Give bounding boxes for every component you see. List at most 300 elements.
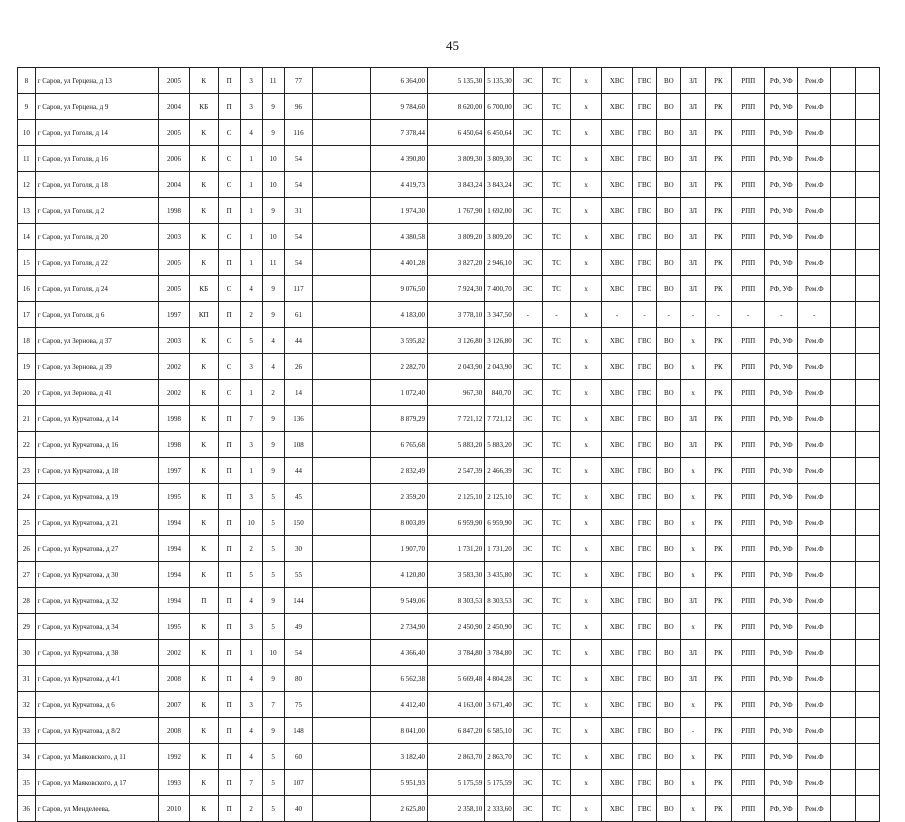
- cell-year: 1994: [159, 588, 190, 614]
- cell-u8: РК: [705, 380, 731, 406]
- cell-u3: х: [571, 120, 602, 146]
- cell-c1: К: [189, 120, 218, 146]
- cell-c3: 10: [240, 510, 262, 536]
- cell-u7: х: [681, 536, 705, 562]
- cell-c4: 9: [262, 276, 284, 302]
- empty-cell: [831, 276, 855, 302]
- empty-cell: [313, 146, 370, 172]
- cell-u9: РПП: [732, 614, 765, 640]
- cell-n: 26: [18, 536, 36, 562]
- cell-u12: Рем.Ф: [798, 692, 831, 718]
- cell-c5: 96: [284, 94, 313, 120]
- empty-cell: [313, 276, 370, 302]
- cell-u4: ХВС: [602, 354, 633, 380]
- table-row: [18, 302, 880, 328]
- cell-n: 8: [18, 68, 36, 94]
- cell-v1: 1 907,70: [370, 536, 427, 562]
- table-row: [18, 718, 880, 744]
- cell-u10: РФ, УФ: [765, 510, 798, 536]
- cell-u10: РФ, УФ: [765, 328, 798, 354]
- cell-u2: -: [542, 302, 571, 328]
- cell-c4: 7: [262, 692, 284, 718]
- cell-u4: ХВС: [602, 640, 633, 666]
- cell-c1: К: [189, 198, 218, 224]
- cell-u5: ГВС: [632, 328, 656, 354]
- cell-u8: РК: [705, 536, 731, 562]
- cell-addr: г Саров, ул Курчатова, д 18: [35, 458, 158, 484]
- empty-cell: [313, 536, 370, 562]
- cell-v1: 2 282,70: [370, 354, 427, 380]
- empty-cell: [313, 796, 370, 822]
- cell-u3: х: [571, 588, 602, 614]
- cell-year: 2005: [159, 120, 190, 146]
- cell-v1: 4 390,80: [370, 146, 427, 172]
- cell-u2: ТС: [542, 588, 571, 614]
- cell-u10: РФ, УФ: [765, 198, 798, 224]
- table-row: [18, 276, 880, 302]
- cell-v3: 6 450,64: [485, 120, 514, 146]
- cell-c3: 2: [240, 536, 262, 562]
- cell-c1: К: [189, 692, 218, 718]
- cell-u5: ГВС: [632, 68, 656, 94]
- cell-addr: г Саров, ул Курчатова, д 27: [35, 536, 158, 562]
- empty-cell: [855, 380, 879, 406]
- empty-cell: [855, 302, 879, 328]
- cell-year: 2007: [159, 692, 190, 718]
- cell-c5: 44: [284, 458, 313, 484]
- cell-u4: ХВС: [602, 744, 633, 770]
- cell-v1: 4 120,80: [370, 562, 427, 588]
- cell-u10: РФ, УФ: [765, 614, 798, 640]
- empty-cell: [313, 718, 370, 744]
- empty-cell: [831, 198, 855, 224]
- cell-u2: ТС: [542, 120, 571, 146]
- cell-c5: 55: [284, 562, 313, 588]
- cell-u5: ГВС: [632, 120, 656, 146]
- cell-addr: г Саров, ул Герцена, д 9: [35, 94, 158, 120]
- cell-u10: РФ, УФ: [765, 380, 798, 406]
- cell-v2: 1 731,20: [427, 536, 484, 562]
- cell-u9: РПП: [732, 328, 765, 354]
- cell-c4: 5: [262, 744, 284, 770]
- cell-u2: ТС: [542, 770, 571, 796]
- cell-u5: ГВС: [632, 172, 656, 198]
- cell-u9: РПП: [732, 562, 765, 588]
- cell-u10: РФ, УФ: [765, 796, 798, 822]
- cell-u12: Рем.Ф: [798, 588, 831, 614]
- cell-v2: 3 809,30: [427, 146, 484, 172]
- cell-u9: РПП: [732, 146, 765, 172]
- cell-v1: 8 003,89: [370, 510, 427, 536]
- cell-v3: 3 671,40: [485, 692, 514, 718]
- cell-u9: РПП: [732, 770, 765, 796]
- cell-u8: РК: [705, 640, 731, 666]
- cell-v1: 6 765,68: [370, 432, 427, 458]
- cell-year: 2005: [159, 68, 190, 94]
- cell-u1: ЭС: [513, 250, 542, 276]
- cell-u5: ГВС: [632, 146, 656, 172]
- cell-v1: 4 183,00: [370, 302, 427, 328]
- cell-v1: 6 562,38: [370, 666, 427, 692]
- cell-c3: 3: [240, 94, 262, 120]
- cell-v2: 1 767,90: [427, 198, 484, 224]
- cell-u5: ГВС: [632, 406, 656, 432]
- cell-u3: х: [571, 328, 602, 354]
- empty-cell: [855, 432, 879, 458]
- empty-cell: [831, 432, 855, 458]
- table-row: [18, 354, 880, 380]
- cell-u10: РФ, УФ: [765, 484, 798, 510]
- cell-c2: П: [218, 718, 240, 744]
- cell-u5: ГВС: [632, 536, 656, 562]
- table-row: [18, 692, 880, 718]
- cell-c3: 1: [240, 146, 262, 172]
- cell-v1: 8 041,00: [370, 718, 427, 744]
- cell-n: 29: [18, 614, 36, 640]
- cell-u2: ТС: [542, 68, 571, 94]
- cell-year: 1995: [159, 484, 190, 510]
- cell-addr: г Саров, ул Курчатова, д 6: [35, 692, 158, 718]
- cell-u10: РФ, УФ: [765, 406, 798, 432]
- cell-u1: ЭС: [513, 614, 542, 640]
- cell-u12: Рем.Ф: [798, 94, 831, 120]
- cell-u7: ЗЛ: [681, 250, 705, 276]
- cell-u1: ЭС: [513, 666, 542, 692]
- empty-cell: [313, 562, 370, 588]
- cell-c2: П: [218, 562, 240, 588]
- cell-u10: РФ, УФ: [765, 68, 798, 94]
- cell-c4: 10: [262, 640, 284, 666]
- cell-year: 2008: [159, 666, 190, 692]
- cell-year: 2002: [159, 354, 190, 380]
- cell-u8: РК: [705, 770, 731, 796]
- table-row: [18, 406, 880, 432]
- cell-v2: 3 809,20: [427, 224, 484, 250]
- cell-u1: ЭС: [513, 718, 542, 744]
- cell-u5: ГВС: [632, 614, 656, 640]
- cell-u9: РПП: [732, 796, 765, 822]
- cell-u8: РК: [705, 614, 731, 640]
- cell-c2: П: [218, 302, 240, 328]
- table-row: [18, 172, 880, 198]
- cell-c2: С: [218, 146, 240, 172]
- cell-c4: 5: [262, 484, 284, 510]
- cell-year: 2002: [159, 380, 190, 406]
- cell-u9: РПП: [732, 276, 765, 302]
- cell-u12: Рем.Ф: [798, 380, 831, 406]
- cell-n: 35: [18, 770, 36, 796]
- cell-u6: ВО: [657, 250, 681, 276]
- cell-u8: РК: [705, 406, 731, 432]
- cell-u8: РК: [705, 718, 731, 744]
- empty-cell: [831, 666, 855, 692]
- cell-u2: ТС: [542, 406, 571, 432]
- table-row: [18, 562, 880, 588]
- cell-u12: -: [798, 302, 831, 328]
- empty-cell: [313, 406, 370, 432]
- cell-n: 30: [18, 640, 36, 666]
- cell-u1: ЭС: [513, 744, 542, 770]
- cell-u3: х: [571, 68, 602, 94]
- table-row: [18, 380, 880, 406]
- table-row: [18, 458, 880, 484]
- cell-u3: х: [571, 718, 602, 744]
- cell-u4: ХВС: [602, 380, 633, 406]
- cell-u12: Рем.Ф: [798, 328, 831, 354]
- cell-c2: С: [218, 224, 240, 250]
- cell-c4: 9: [262, 588, 284, 614]
- empty-cell: [313, 510, 370, 536]
- cell-u4: ХВС: [602, 770, 633, 796]
- cell-u2: ТС: [542, 432, 571, 458]
- cell-u3: х: [571, 536, 602, 562]
- cell-u5: ГВС: [632, 744, 656, 770]
- cell-c4: 9: [262, 718, 284, 744]
- cell-u5: ГВС: [632, 250, 656, 276]
- empty-cell: [831, 484, 855, 510]
- cell-u1: ЭС: [513, 484, 542, 510]
- cell-v3: 8 303,53: [485, 588, 514, 614]
- cell-n: 24: [18, 484, 36, 510]
- cell-u8: РК: [705, 198, 731, 224]
- cell-c3: 3: [240, 354, 262, 380]
- cell-c4: 4: [262, 354, 284, 380]
- cell-u10: РФ, УФ: [765, 458, 798, 484]
- cell-addr: г Саров, ул Гоголя, д 2: [35, 198, 158, 224]
- cell-v1: 1 072,40: [370, 380, 427, 406]
- empty-cell: [855, 406, 879, 432]
- cell-u12: Рем.Ф: [798, 198, 831, 224]
- cell-u3: х: [571, 146, 602, 172]
- empty-cell: [855, 666, 879, 692]
- cell-v2: 2 125,10: [427, 484, 484, 510]
- cell-u12: Рем.Ф: [798, 536, 831, 562]
- cell-c4: 10: [262, 146, 284, 172]
- cell-n: 25: [18, 510, 36, 536]
- cell-u4: ХВС: [602, 614, 633, 640]
- cell-u5: ГВС: [632, 666, 656, 692]
- cell-v3: 3 347,50: [485, 302, 514, 328]
- table-row: [18, 744, 880, 770]
- empty-cell: [855, 458, 879, 484]
- empty-cell: [831, 796, 855, 822]
- cell-u5: ГВС: [632, 380, 656, 406]
- cell-u12: Рем.Ф: [798, 770, 831, 796]
- cell-v2: 3 843,24: [427, 172, 484, 198]
- empty-cell: [855, 614, 879, 640]
- cell-addr: г Саров, ул Гоголя, д 6: [35, 302, 158, 328]
- cell-c4: 9: [262, 666, 284, 692]
- cell-u9: РПП: [732, 94, 765, 120]
- empty-cell: [313, 484, 370, 510]
- cell-u9: -: [732, 302, 765, 328]
- cell-c4: 9: [262, 432, 284, 458]
- cell-c3: 2: [240, 796, 262, 822]
- cell-c3: 4: [240, 120, 262, 146]
- cell-u7: х: [681, 614, 705, 640]
- cell-u4: ХВС: [602, 172, 633, 198]
- cell-v3: 5 883,20: [485, 432, 514, 458]
- cell-u12: Рем.Ф: [798, 484, 831, 510]
- cell-v3: 6 585,10: [485, 718, 514, 744]
- cell-u8: РК: [705, 354, 731, 380]
- cell-u1: ЭС: [513, 276, 542, 302]
- cell-u1: ЭС: [513, 94, 542, 120]
- cell-c4: 11: [262, 68, 284, 94]
- cell-c3: 3: [240, 68, 262, 94]
- cell-c2: П: [218, 406, 240, 432]
- cell-n: 9: [18, 94, 36, 120]
- empty-cell: [855, 120, 879, 146]
- cell-u5: ГВС: [632, 432, 656, 458]
- cell-v2: 3 827,20: [427, 250, 484, 276]
- cell-u9: РПП: [732, 510, 765, 536]
- cell-u4: ХВС: [602, 718, 633, 744]
- cell-c3: 4: [240, 718, 262, 744]
- cell-n: 28: [18, 588, 36, 614]
- empty-cell: [831, 770, 855, 796]
- cell-u10: РФ, УФ: [765, 276, 798, 302]
- cell-u4: ХВС: [602, 796, 633, 822]
- cell-u6: ВО: [657, 276, 681, 302]
- cell-v2: 967,30: [427, 380, 484, 406]
- empty-cell: [313, 692, 370, 718]
- cell-u6: ВО: [657, 406, 681, 432]
- cell-year: 1997: [159, 302, 190, 328]
- cell-v1: 4 366,40: [370, 640, 427, 666]
- cell-c3: 1: [240, 198, 262, 224]
- cell-u4: ХВС: [602, 458, 633, 484]
- cell-c5: 31: [284, 198, 313, 224]
- cell-u4: ХВС: [602, 68, 633, 94]
- cell-n: 23: [18, 458, 36, 484]
- cell-c5: 26: [284, 354, 313, 380]
- cell-n: 33: [18, 718, 36, 744]
- table-row: [18, 68, 880, 94]
- cell-c1: КБ: [189, 276, 218, 302]
- cell-u10: РФ, УФ: [765, 94, 798, 120]
- empty-cell: [313, 458, 370, 484]
- cell-v2: 7 721,12: [427, 406, 484, 432]
- cell-v3: 3 435,80: [485, 562, 514, 588]
- cell-v2: 3 583,30: [427, 562, 484, 588]
- cell-u6: ВО: [657, 328, 681, 354]
- cell-v3: 2 043,90: [485, 354, 514, 380]
- cell-v3: 7 400,70: [485, 276, 514, 302]
- cell-u4: ХВС: [602, 484, 633, 510]
- cell-v1: 2 625,80: [370, 796, 427, 822]
- cell-u3: х: [571, 666, 602, 692]
- empty-cell: [855, 198, 879, 224]
- cell-u7: х: [681, 744, 705, 770]
- cell-u10: РФ, УФ: [765, 250, 798, 276]
- cell-c4: 4: [262, 328, 284, 354]
- empty-cell: [313, 354, 370, 380]
- cell-v1: 4 380,58: [370, 224, 427, 250]
- cell-v3: 3 809,20: [485, 224, 514, 250]
- cell-v3: 6 700,00: [485, 94, 514, 120]
- cell-u3: х: [571, 770, 602, 796]
- cell-c5: 80: [284, 666, 313, 692]
- cell-v3: 5 175,59: [485, 770, 514, 796]
- cell-u6: ВО: [657, 380, 681, 406]
- cell-c1: К: [189, 354, 218, 380]
- table-row: [18, 250, 880, 276]
- cell-c4: 2: [262, 380, 284, 406]
- cell-u10: РФ, УФ: [765, 666, 798, 692]
- cell-u7: -: [681, 302, 705, 328]
- cell-u8: РК: [705, 562, 731, 588]
- cell-v1: 1 974,30: [370, 198, 427, 224]
- cell-v3: 840,70: [485, 380, 514, 406]
- empty-cell: [855, 354, 879, 380]
- cell-u3: х: [571, 640, 602, 666]
- empty-cell: [855, 718, 879, 744]
- cell-c5: 148: [284, 718, 313, 744]
- table-row: [18, 588, 880, 614]
- cell-u10: РФ, УФ: [765, 172, 798, 198]
- cell-u2: ТС: [542, 224, 571, 250]
- cell-n: 13: [18, 198, 36, 224]
- cell-v2: 6 847,20: [427, 718, 484, 744]
- cell-c3: 3: [240, 614, 262, 640]
- cell-v2: 8 303,53: [427, 588, 484, 614]
- cell-u1: ЭС: [513, 432, 542, 458]
- cell-v3: 1 731,20: [485, 536, 514, 562]
- cell-u12: Рем.Ф: [798, 640, 831, 666]
- cell-v3: 4 804,28: [485, 666, 514, 692]
- cell-u4: ХВС: [602, 224, 633, 250]
- cell-year: 2003: [159, 224, 190, 250]
- cell-u9: РПП: [732, 484, 765, 510]
- empty-cell: [831, 94, 855, 120]
- cell-n: 11: [18, 146, 36, 172]
- cell-u2: ТС: [542, 380, 571, 406]
- cell-v2: 5 175,59: [427, 770, 484, 796]
- cell-u1: ЭС: [513, 458, 542, 484]
- cell-u1: ЭС: [513, 328, 542, 354]
- cell-u12: Рем.Ф: [798, 796, 831, 822]
- cell-u4: ХВС: [602, 146, 633, 172]
- cell-u6: ВО: [657, 198, 681, 224]
- cell-u8: РК: [705, 692, 731, 718]
- cell-c1: К: [189, 640, 218, 666]
- cell-c5: 75: [284, 692, 313, 718]
- cell-u3: х: [571, 302, 602, 328]
- cell-n: 16: [18, 276, 36, 302]
- cell-year: 1997: [159, 458, 190, 484]
- cell-c1: К: [189, 68, 218, 94]
- cell-u1: ЭС: [513, 68, 542, 94]
- cell-year: 1992: [159, 744, 190, 770]
- empty-cell: [313, 640, 370, 666]
- empty-cell: [831, 458, 855, 484]
- cell-u4: ХВС: [602, 250, 633, 276]
- cell-u6: ВО: [657, 640, 681, 666]
- cell-c3: 1: [240, 250, 262, 276]
- cell-c2: П: [218, 458, 240, 484]
- cell-u1: ЭС: [513, 640, 542, 666]
- cell-year: 1998: [159, 432, 190, 458]
- cell-u9: РПП: [732, 640, 765, 666]
- cell-u7: х: [681, 796, 705, 822]
- cell-u12: Рем.Ф: [798, 120, 831, 146]
- cell-u2: ТС: [542, 562, 571, 588]
- cell-n: 17: [18, 302, 36, 328]
- cell-c3: 3: [240, 484, 262, 510]
- cell-u10: РФ, УФ: [765, 640, 798, 666]
- cell-u4: -: [602, 302, 633, 328]
